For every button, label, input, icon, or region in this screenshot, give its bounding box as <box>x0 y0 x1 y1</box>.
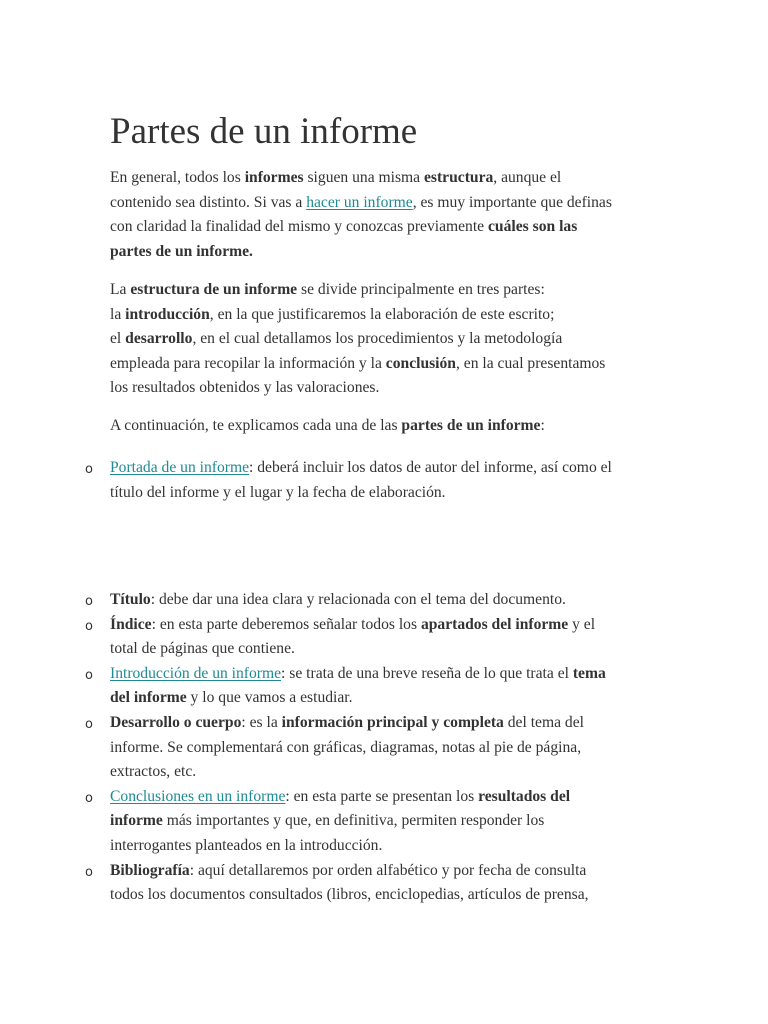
bold-text: informes <box>244 169 304 186</box>
text-run: : debe dar una idea clara y relacionada con el tema del documento. <box>150 591 566 608</box>
text-line <box>110 662 768 687</box>
bullet-circle-icon: o <box>85 618 93 634</box>
parts-list-main <box>0 588 768 908</box>
list-item <box>0 588 768 613</box>
text-line <box>110 859 768 884</box>
text-run: En general, todos los <box>110 169 245 186</box>
bold-text: Desarrollo o cuerpo <box>110 713 242 731</box>
conclusiones-en-un-informe-link[interactable]: Conclusiones en un informe <box>110 787 286 805</box>
text-run: : aquí detallaremos por orden alfabético y por fecha de consulta <box>189 861 587 879</box>
text-line <box>110 883 768 908</box>
bold-text: desarrollo <box>125 330 193 348</box>
text-run: y el <box>568 615 596 633</box>
text-run: , aunque el <box>493 169 562 186</box>
bullet-circle-icon: o <box>85 594 93 609</box>
text-line <box>110 166 670 191</box>
bold-text: introducción <box>125 305 210 323</box>
bold-text: Índice <box>110 615 152 633</box>
bold-text: resultados del <box>478 787 571 805</box>
text-line <box>110 785 768 810</box>
text-line <box>110 240 670 265</box>
continuation-paragraph <box>110 414 670 439</box>
hacer-un-informe-link[interactable]: hacer un informe <box>306 193 413 211</box>
text-run: el <box>110 330 126 348</box>
text-run: todos los documentos consultados (libros, enciclopedias, artículos de prensa, <box>110 886 589 904</box>
text-run: empleada para recopilar la información y la <box>110 354 386 372</box>
portada-de-un-informe-link[interactable]: Portada de un informe <box>110 459 250 476</box>
text-line <box>110 809 768 834</box>
text-run: extractos, etc. <box>110 763 197 781</box>
list-item <box>0 613 768 662</box>
bold-text: Título <box>110 591 151 608</box>
text-run: interrogantes planteados en la introducción. <box>110 836 383 854</box>
text-line <box>110 352 670 377</box>
bold-text: información principal y completa <box>281 713 504 731</box>
text-line <box>110 711 768 736</box>
text-run: , en la que justificaremos la elaboración de este escrito; <box>209 305 555 323</box>
text-run: : se trata de una breve reseña de lo que trata el <box>281 664 573 682</box>
text-line <box>110 736 768 761</box>
text-line <box>110 456 768 481</box>
text-line <box>110 760 768 785</box>
text-line <box>110 376 670 401</box>
text-run: , en el cual detallamos los procedimientos y la metodología <box>192 330 563 348</box>
text-run: total de páginas que contiene. <box>110 640 295 658</box>
bullet-circle-icon: o <box>85 716 93 732</box>
bullet-circle-icon: o <box>85 790 93 806</box>
text-run: : en esta parte se presentan los <box>285 787 479 805</box>
text-run: contenido sea distinto. Si vas a <box>110 193 307 211</box>
text-run: más importantes y que, en definitiva, permiten responder los <box>162 812 545 830</box>
bold-text: partes de un informe. <box>110 242 253 260</box>
bold-text: partes de un informe <box>401 417 541 434</box>
bullet-circle-icon: o <box>85 462 93 477</box>
list-item <box>0 711 768 785</box>
text-line <box>110 481 768 506</box>
text-run: del tema del <box>503 713 584 731</box>
bold-text: estructura de un informe <box>130 281 298 298</box>
list-item <box>0 785 768 859</box>
text-run: y lo que vamos a estudiar. <box>186 689 353 707</box>
bold-text: tema <box>572 664 606 682</box>
text-run: : es la <box>241 713 282 731</box>
text-run: : deberá incluir los datos de autor del informe, así como el <box>249 459 612 476</box>
text-run: siguen una misma <box>303 169 424 186</box>
text-line <box>110 414 670 439</box>
bold-text: del informe <box>110 689 187 707</box>
text-line <box>110 303 670 328</box>
text-run: título del informe y el lugar y la fecha de elaboración. <box>110 483 446 501</box>
text-line <box>110 686 768 711</box>
text-line <box>110 278 670 303</box>
text-line <box>110 637 768 662</box>
bold-text: Bibliografía <box>110 861 190 879</box>
text-run: La <box>110 281 131 298</box>
text-run: la <box>110 305 126 323</box>
text-run: se divide principalmente en tres partes: <box>297 281 545 298</box>
text-line <box>110 327 670 352</box>
page-title: Partes de un informe <box>110 111 418 152</box>
list-item <box>0 859 768 908</box>
text-run: , es muy importante que definas <box>412 193 612 211</box>
bold-text: conclusión <box>385 354 456 372</box>
text-run: informe. Se complementará con gráficas, diagramas, notas al pie de página, <box>110 738 582 756</box>
text-line <box>110 834 768 859</box>
bullet-circle-icon: o <box>85 667 93 683</box>
text-run: , en la cual presentamos <box>455 354 606 372</box>
text-run: : <box>540 417 545 434</box>
list-item <box>0 456 768 505</box>
bold-text: apartados del informe <box>420 615 569 633</box>
text-run: los resultados obtenidos y las valoraciones. <box>110 379 380 397</box>
text-run: A continuación, te explicamos cada una de las <box>110 417 402 434</box>
structure-paragraph <box>110 278 670 401</box>
text-run: : en esta parte deberemos señalar todos los <box>151 615 421 633</box>
intro-paragraph <box>110 166 670 264</box>
bullet-circle-icon: o <box>85 864 93 880</box>
parts-list-top <box>0 456 768 505</box>
text-line <box>110 191 670 216</box>
text-run: con claridad la finalidad del mismo y conozcas previamente <box>110 218 489 236</box>
bold-text: cuáles son las <box>488 218 578 236</box>
text-line <box>110 588 768 613</box>
bold-text: estructura <box>424 169 494 186</box>
text-line <box>110 215 670 240</box>
bold-text: informe <box>110 812 163 830</box>
text-line <box>110 613 768 638</box>
introduccion-de-un-informe-link[interactable]: Introducción de un informe <box>110 664 282 682</box>
list-item <box>0 662 768 711</box>
